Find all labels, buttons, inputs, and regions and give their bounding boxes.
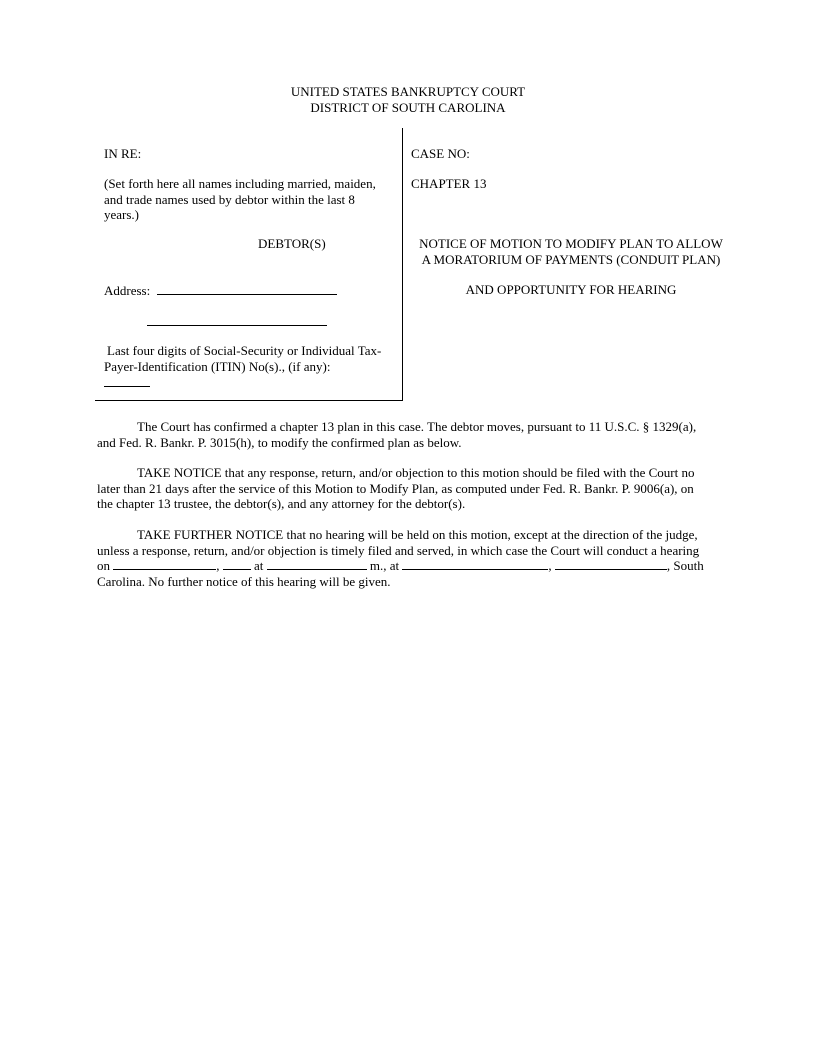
paragraph-line: Carolina. No further notice of this hearing will be given.	[97, 573, 391, 589]
south-label: , South	[666, 558, 704, 573]
at-label: at	[254, 558, 264, 573]
names-instruction-line: (Set forth here all names including married, maiden,	[104, 176, 376, 191]
notice-title-line: A MORATORIUM OF PAYMENTS (CONDUIT PLAN)	[421, 251, 721, 267]
hearing-details-line	[97, 558, 717, 574]
ssn-field-line[interactable]	[104, 386, 150, 387]
address-field-line-2[interactable]	[147, 325, 327, 326]
court-district: DISTRICT OF SOUTH CAROLINA	[310, 100, 506, 115]
names-instruction-line: and trade names used by debtor within the last 8	[104, 191, 355, 207]
address-row	[104, 283, 337, 299]
notice-title	[406, 236, 736, 267]
separator-text: ,	[548, 558, 552, 573]
hearing-time-field[interactable]	[223, 558, 251, 570]
ssn-label-line: Payer-Identification (ITIN) No(s)., (if any):	[104, 358, 331, 374]
paragraph-line: unless a response, return, and/or objection is timely filed and served, in which case the Court will conduct a hearing	[97, 542, 700, 558]
hearing-city-field[interactable]	[555, 558, 667, 570]
paragraph-line: TAKE NOTICE that any response, return, and/or objection to this motion should be filed with the Court no	[137, 465, 695, 480]
hearing-date-field[interactable]	[113, 558, 216, 570]
debtor-label: DEBTOR(S)	[258, 236, 326, 251]
paragraph-further-notice	[97, 527, 717, 589]
m-at-label: m., at	[369, 558, 400, 573]
address-label: Address:	[104, 283, 151, 298]
paragraph-line: The Court has confirmed a chapter 13 plan in this case. The debtor moves, pursuant to 11 U.S.C. § 1329(a),	[137, 419, 697, 434]
ssn-label-line: Last four digits of Social-Security or Individual Tax-	[107, 343, 382, 358]
names-instruction-line: years.)	[104, 207, 140, 222]
court-heading	[200, 84, 616, 116]
hearing-ampm-field[interactable]	[267, 558, 367, 570]
court-name: UNITED STATES BANKRUPTCY COURT	[290, 84, 526, 99]
paragraph-line: the chapter 13 trustee, the debtor(s), and any attorney for the debtor(s).	[97, 496, 466, 511]
case-no-label: CASE NO:	[411, 146, 470, 161]
caption-divider-horizontal	[95, 400, 403, 401]
separator-text: ,	[216, 558, 220, 573]
caption-divider-vertical	[402, 128, 403, 401]
paragraph-line: later than 21 days after the service of this Motion to Modify Plan, as computed under Fed. R. Bankr. P. 9006(a), on	[97, 480, 694, 496]
ssn-label	[104, 343, 399, 374]
paragraph-take-notice	[97, 465, 717, 512]
paragraph-line: TAKE FURTHER NOTICE that no hearing will be held on this motion, except at the direction of the judge,	[137, 527, 698, 542]
hearing-location-field[interactable]	[402, 558, 548, 570]
notice-title-hearing: AND OPPORTUNITY FOR HEARING	[465, 282, 677, 297]
chapter-label: CHAPTER 13	[411, 176, 487, 191]
paragraph-motion	[97, 419, 717, 450]
paragraph-line: and Fed. R. Bankr. P. 3015(h), to modify the confirmed plan as below.	[97, 434, 462, 450]
names-instruction	[104, 176, 394, 223]
in-re-label: IN RE:	[104, 146, 142, 161]
on-label: on	[97, 558, 110, 573]
address-field-line-1[interactable]	[157, 283, 337, 295]
notice-title-line: NOTICE OF MOTION TO MODIFY PLAN TO ALLOW	[419, 236, 723, 251]
